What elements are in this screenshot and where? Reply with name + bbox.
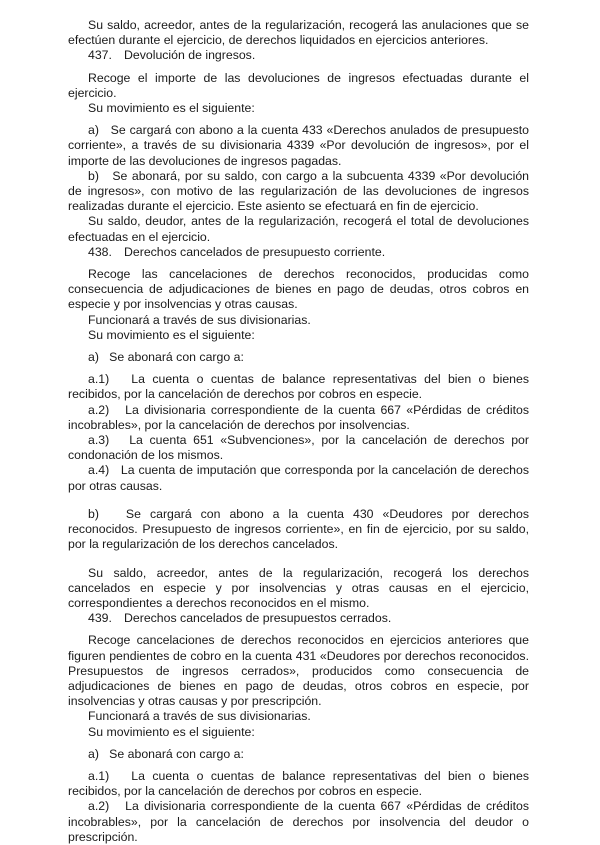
section-heading-437 bbox=[68, 48, 529, 63]
paragraph: b) Se cargará con abono a la cuenta 430 «Deudores por derechos reconocidos. Presupuesto de ingresos corriente», en fin de ejercicio, por su saldo, por la regularización de los derechos cancelados. bbox=[68, 506, 533, 552]
paragraph: Su movimiento es el siguiente: bbox=[88, 327, 255, 342]
paragraph: a.3) La cuenta 651 «Subvenciones», por la cancelación de derechos por condonación de los mismos. bbox=[68, 433, 533, 463]
paragraph: Recoge el importe de las devoluciones de ingresos efectuadas durante el ejercicio. bbox=[68, 70, 529, 100]
paragraph: a.1) La cuenta o cuentas de balance representativas del bien o bienes recibidos, por la cancelación de derechos por cobros en especie. bbox=[68, 372, 533, 402]
paragraph: Su movimiento es el siguiente: bbox=[88, 101, 255, 116]
section-heading-438 bbox=[68, 245, 529, 260]
paragraph: a.2) La divisionaria correspondiente de la cuenta 667 «Pérdidas de créditos incobrables», por la cancelación de derechos por insolvencias. bbox=[68, 402, 533, 432]
section-title: Derechos cancelados de presupuesto corriente. bbox=[124, 244, 386, 259]
paragraph: Su saldo, acreedor, antes de la regularización, recogerá los derechos cancelados en especie y por insolvencias y otras causas en el ejercicio, correspondientes a derechos reconocidos en el mismo. bbox=[68, 565, 529, 610]
paragraph: b) Se abonará, por su saldo, con cargo a la subcuenta 4339 «Por devolución de ingresos», con motivo de las regularización de las devoluciones de ingresos realizadas durante el ejercicio. Este asiento se efectuará en fin de ejercicio. bbox=[68, 168, 533, 214]
paragraph: a) Se abonará con cargo a: bbox=[88, 350, 244, 365]
paragraph: a) Se cargará con abono a la cuenta 433 «Derechos anulados de presupuesto corriente», a través de su divisionaria 4339 «Por devolución de ingresos», por el importe de las devoluciones de ingresos pagadas. bbox=[68, 123, 533, 168]
paragraph: a.1) La cuenta o cuentas de balance representativas del bien o bienes recibidos, por la cancelación de derechos por cobros en especie. bbox=[68, 768, 533, 799]
paragraph: a.4) La cuenta de imputación que corresponda por la cancelación de derechos por otras causas. bbox=[68, 463, 533, 493]
paragraph: Su movimiento es el siguiente: bbox=[88, 724, 255, 739]
paragraph: Funcionará a través de sus divisionarias. bbox=[88, 312, 311, 327]
paragraph: a.2) La divisionaria correspondiente de la cuenta 667 «Pérdidas de créditos incobrables», por la cancelación de derechos por insolvencia del deudor o prescripción. bbox=[68, 799, 533, 844]
section-number: 438. bbox=[88, 244, 112, 259]
section-number: 439. bbox=[88, 611, 112, 626]
section-number: 437. bbox=[88, 48, 112, 63]
paragraph: Recoge cancelaciones de derechos reconocidos en ejercicios anteriores que figuren pendientes de cobro en la cuenta 431 «Deudores por derechos reconocidos. Presupuestos de ingresos cerrados», producidos como consecuencia de adjudicaciones de bienes en pago de deudas, otros cobros en especie, por insolvencias y otras causas y por prescripción. bbox=[68, 633, 529, 709]
paragraph: Su saldo, deudor, antes de la regularización, recogerá el total de devoluciones efectuadas en el ejercicio. bbox=[68, 214, 529, 244]
paragraph: Su saldo, acreedor, antes de la regularización, recogerá las anulaciones que se efectúen durante el ejercicio, de derechos liquidados en ejercicios anteriores. bbox=[68, 18, 529, 48]
paragraph: Funcionará a través de sus divisionarias. bbox=[88, 709, 311, 724]
paragraph: a) Se abonará con cargo a: bbox=[88, 746, 244, 761]
section-title: Devolución de ingresos. bbox=[124, 48, 256, 63]
section-heading-439 bbox=[68, 611, 529, 626]
section-title: Derechos cancelados de presupuestos cerrados. bbox=[124, 611, 392, 626]
paragraph: Recoge las cancelaciones de derechos reconocidos, producidas como consecuencia de adjudicaciones de bienes en pago de deudas, otros cobros en especie y por insolvencias y otras causas. bbox=[68, 267, 529, 312]
document-page bbox=[68, 18, 533, 845]
